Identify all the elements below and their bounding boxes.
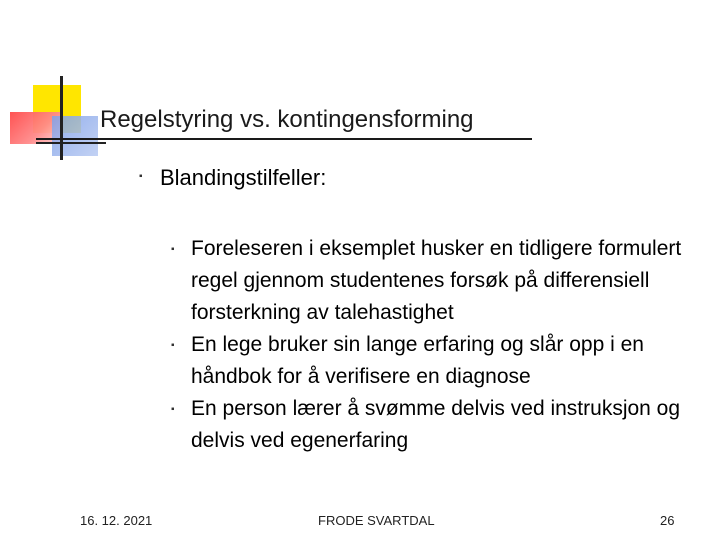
footer-date: 16. 12. 2021 bbox=[80, 513, 153, 528]
logo-blue-square bbox=[52, 116, 98, 156]
title-underline bbox=[36, 138, 532, 140]
decorative-logo bbox=[0, 0, 110, 170]
sub-bullet-list bbox=[171, 233, 691, 457]
bullet-icon: ▪ bbox=[171, 244, 175, 255]
sub-bullet-item bbox=[171, 329, 691, 393]
logo-horizontal-line bbox=[36, 142, 106, 144]
logo-vertical-line bbox=[60, 76, 63, 160]
sub-bullet-text: En lege bruker sin lange erfaring og slår opp i en håndbok for å verifisere en diagnose bbox=[191, 333, 644, 388]
slide-title: Regelstyring vs. kontingensforming bbox=[100, 106, 474, 133]
bullet-icon: ▪ bbox=[171, 340, 175, 351]
sub-bullet-text: En person lærer å svømme delvis ved instruksjon og delvis ved egenerfaring bbox=[191, 397, 681, 452]
bullet-icon: ▪ bbox=[139, 171, 143, 182]
bullet-icon: ▪ bbox=[171, 404, 175, 415]
bullet-level1-text: Blandingstilfeller: bbox=[160, 165, 327, 190]
footer-author: FRODE SVARTDAL bbox=[318, 513, 435, 528]
sub-bullet-item bbox=[171, 233, 691, 329]
sub-bullet-text: Foreleseren i eksemplet husker en tidligere formulert regel gjennom studentenes forsøk på differensiell forsterkning av talehastighet bbox=[191, 237, 682, 324]
footer-page-number: 26 bbox=[660, 513, 675, 528]
sub-bullet-item bbox=[171, 393, 691, 457]
